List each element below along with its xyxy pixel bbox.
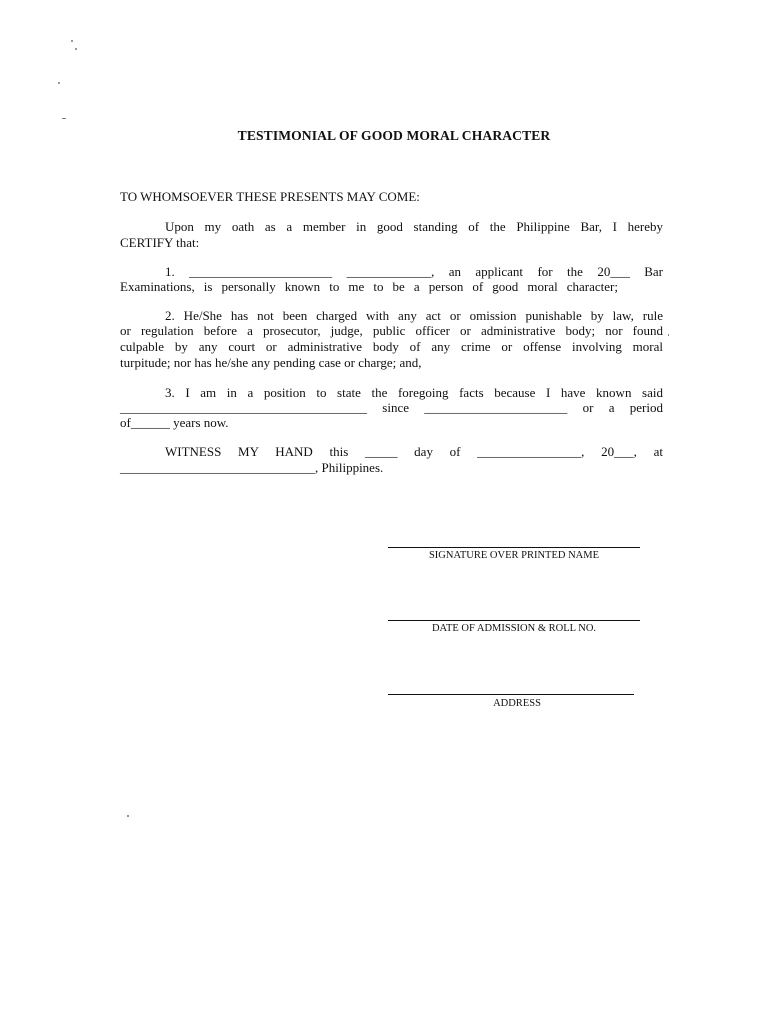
signature-line (388, 547, 640, 548)
item-3-line-2: ______________________________________ since ______________________ or a period (120, 400, 663, 415)
salutation: TO WHOMSOEVER THESE PRESENTS MAY COME: (120, 189, 420, 204)
witness-line-1: WITNESS MY HAND this _____ day of ________________, 20___, at (165, 444, 663, 459)
witness-line-2: ______________________________, Philippines. (120, 460, 384, 475)
item-3-line-3: of______ years now. (120, 415, 229, 430)
item-2-line-2: or regulation before a prosecutor, judge, public officer or administrative body; nor found (120, 323, 663, 338)
admission-line (388, 620, 640, 621)
item-2-line-1: 2. He/She has not been charged with any act or omission punishable by law, rule (165, 308, 663, 323)
intro-line-1: Upon my oath as a member in good standing of the Philippine Bar, I hereby (165, 219, 663, 234)
intro-line-2: CERTIFY that: (120, 235, 200, 250)
scan-speck (75, 48, 77, 50)
scan-speck (668, 334, 669, 336)
item-2-line-4: turpitude; nor has he/she any pending case or charge; and, (120, 355, 422, 370)
scan-speck (71, 40, 73, 42)
address-caption: ADDRESS (493, 698, 541, 709)
item-3-line-1: 3. I am in a position to state the foregoing facts because I have known said (165, 385, 663, 400)
item-1-line-1: 1. ______________________ _____________, an applicant for the 20___ Bar (165, 264, 663, 279)
scan-speck (127, 815, 129, 817)
address-line (388, 694, 634, 695)
item-1-line-2: Examinations, is personally known to me to be a person of good moral character; (120, 279, 618, 294)
signature-caption: SIGNATURE OVER PRINTED NAME (428, 550, 600, 561)
scan-speck (58, 82, 60, 84)
item-2-line-3: culpable by any court or administrative body of any crime or offense involving moral (120, 339, 663, 354)
document-title: TESTIMONIAL OF GOOD MORAL CHARACTER (237, 128, 551, 143)
scan-speck (62, 118, 66, 119)
admission-caption: DATE OF ADMISSION & ROLL NO. (431, 623, 597, 634)
